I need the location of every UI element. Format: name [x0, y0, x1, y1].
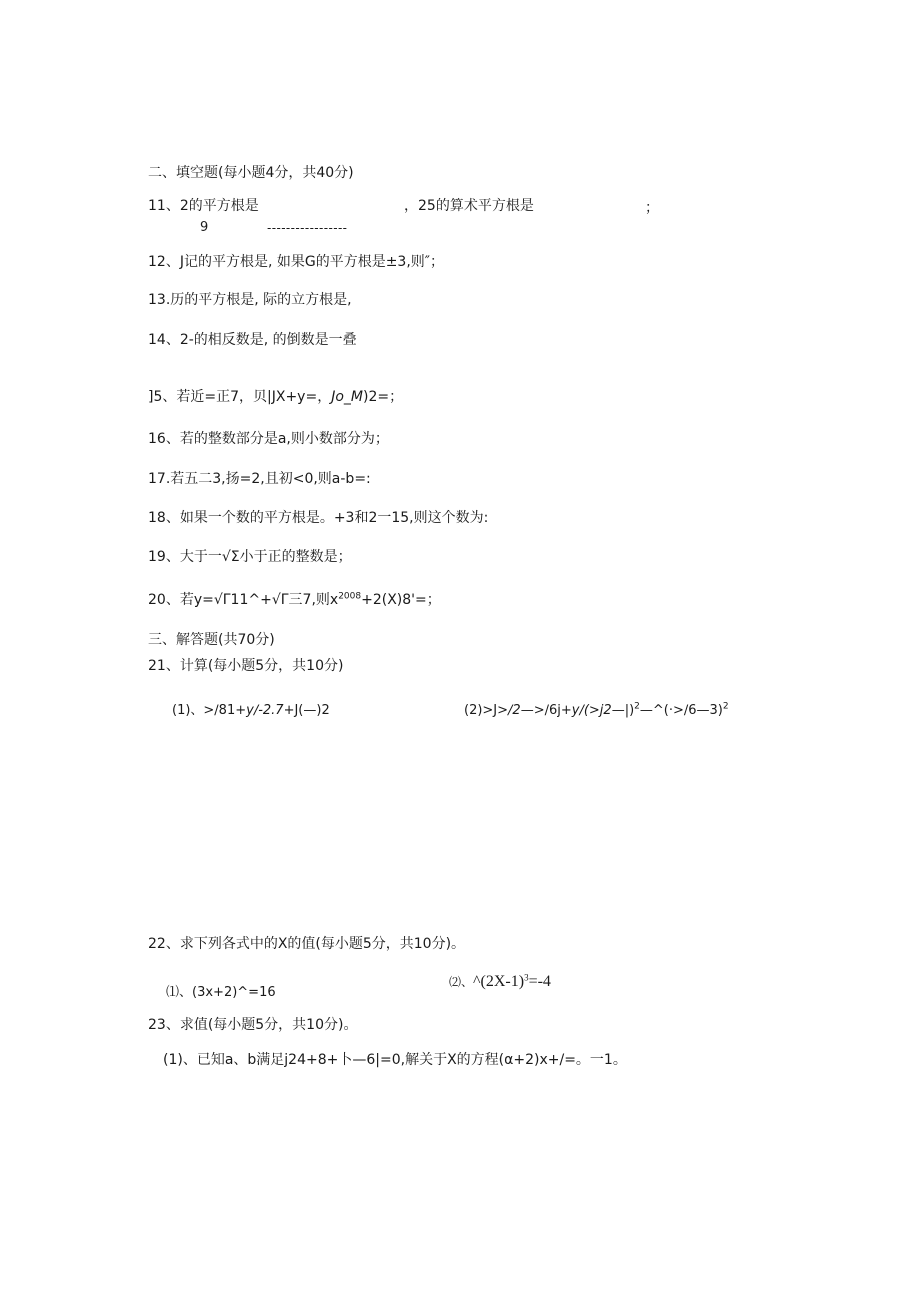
question-21-heading: 21、计算(每小题5分，共10分): [148, 658, 344, 674]
q22-p1-label: ⑴、: [166, 985, 193, 1000]
question-15: [148, 388, 403, 406]
q21-p2-sup2: 2: [722, 701, 729, 712]
question-11-sub-number: 9: [200, 220, 209, 235]
q22-p2-label: ⑵、: [449, 975, 474, 989]
question-16: 16、若的整数部分是a,则小数部分为；: [148, 431, 389, 447]
question-20: [148, 591, 441, 609]
q22-p2-end: =-4: [528, 973, 551, 990]
section-3-heading: 三、解答题(共70分): [148, 632, 275, 648]
q22-p1-expr: (3x+2)^=16: [192, 985, 276, 1000]
question-15-suffix: )2=；: [362, 389, 404, 405]
q21-p1-b: y∕-2.7: [246, 703, 284, 718]
question-15-prefix: ]5、若近=正7，贝|JX+y=，: [148, 389, 332, 405]
q21-p2-d: y∕(>j2: [571, 703, 612, 718]
q21-p2-a: (2)>J: [464, 703, 498, 718]
question-11-part2: ，25的算术平方根是: [404, 198, 534, 214]
question-22-part-2: [449, 973, 551, 991]
question-17: 17.若五二3,扬=2,且初<0,则a-b=:: [148, 471, 371, 487]
question-23-part-1: (1)、已知a、b满足j24+8+卜—6|=0,解关于X的方程(α+2)x+/=。一1。: [163, 1052, 627, 1068]
q22-p2-sup: 3: [524, 972, 529, 983]
question-22-heading: 22、求下列各式中的X的值(每小题5分，共10分)。: [148, 936, 466, 952]
question-23-heading: 23、求值(每小题5分，共10分)。: [148, 1017, 358, 1033]
question-11-dashes: -----------------: [267, 221, 348, 235]
question-12: 12、J记的平方根是, 如果G的平方根是±3,则″；: [148, 254, 445, 270]
question-22-part-1: [166, 984, 276, 1002]
q21-p1-c: +J(—)2: [283, 703, 330, 718]
question-11-part1: 11、2的平方根是: [148, 198, 259, 214]
question-20-prefix: 20、若y=√Γ11^+√Γ三7,则x: [148, 592, 339, 608]
q21-p2-sup1: 2: [634, 701, 640, 712]
q22-p2-expr: ^(2X-1): [473, 973, 525, 990]
question-15-italic: Jo_M: [331, 389, 363, 405]
question-18: 18、如果一个数的平方根是。+3和2一15,则这个数为:: [148, 510, 489, 526]
q21-p2-b: >∕2: [497, 703, 521, 718]
q21-p2-f: —^(·>∕6—3): [639, 703, 723, 718]
q21-p1-a: (1)、>∕81+: [172, 703, 247, 718]
q21-p2-e: —|): [611, 703, 635, 718]
question-21-part-2: [464, 702, 729, 720]
question-20-exponent: 2008: [338, 591, 362, 602]
question-21-part-1: [172, 702, 330, 720]
section-2-heading: 二、填空题(每小题4分，共40分): [148, 165, 354, 181]
question-13: 13.历的平方根是, 际的立方根是,: [148, 292, 352, 308]
question-20-suffix: +2(X)8'=；: [361, 592, 441, 608]
question-11-end: ；: [645, 200, 659, 216]
q21-p2-c: —>∕6j+: [520, 703, 572, 718]
question-19: 19、大于一√Σ小于正的整数是；: [148, 549, 352, 565]
question-14: 14、2-的相反数是, 的倒数是一叠: [148, 332, 357, 348]
